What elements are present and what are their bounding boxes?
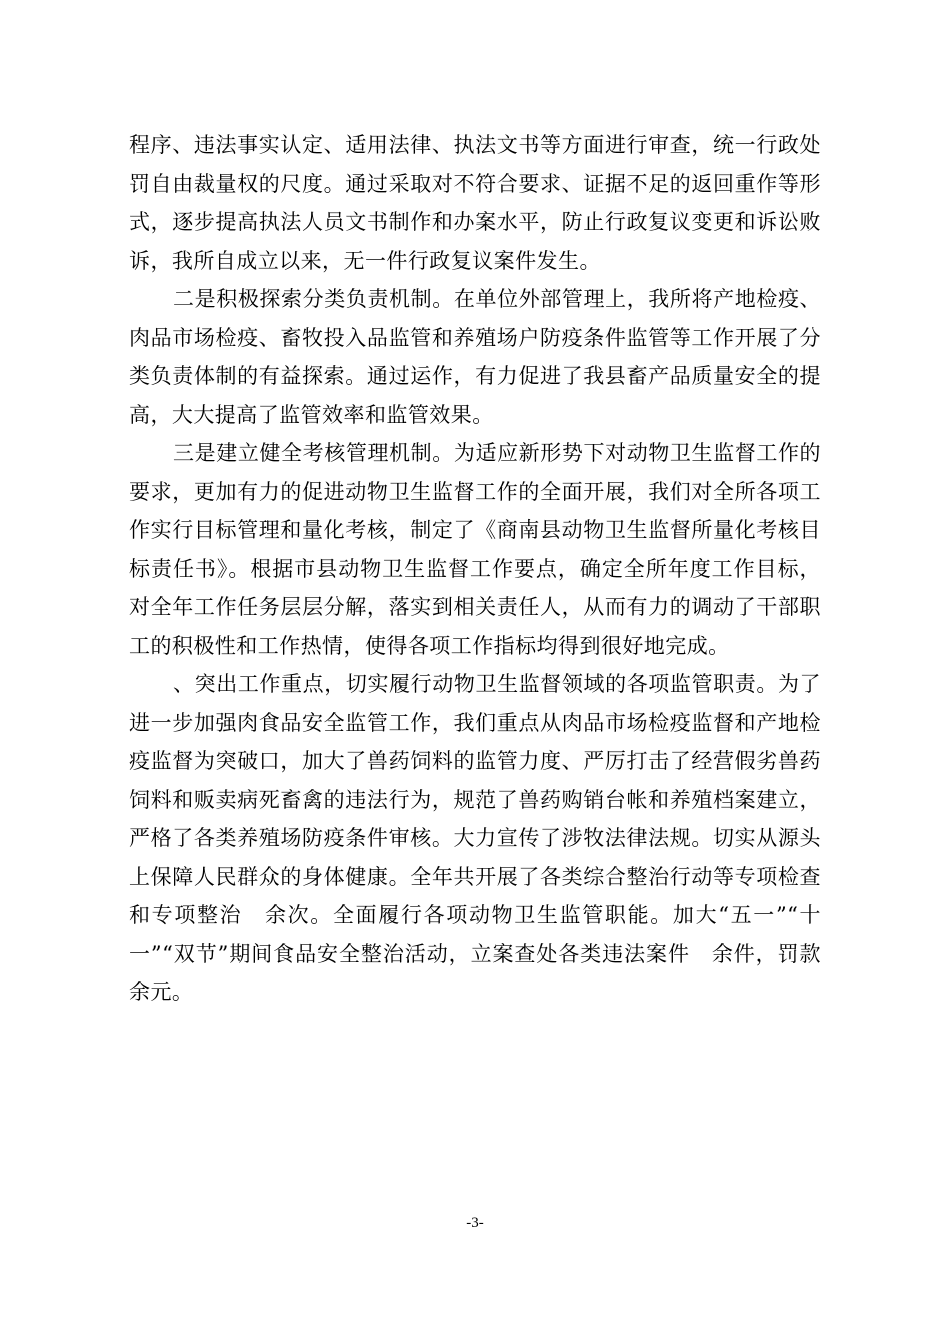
paragraph-assessment-mechanism: 三是建立健全考核管理机制。为适应新形势下对动物卫生监督工作的要求，更加有力的促进动物卫生监督工作的全面开展，我们对全所各项工作实行目标管理和量化考核，制定了《商南县动物卫生监督所量化考核目标责任书》。根据市县动物卫生监督工作要点，确定全所年度工作目标，对全年工作任务层层分解，落实到相关责任人，从而有力的调动了干部职工的积极性和工作热情，使得各项工作指标均得到很好地完成。 bbox=[129, 441, 821, 658]
paragraph-classified-responsibility: 二是积极探索分类负责机制。在单位外部管理上，我所将产地检疫、肉品市场检疫、畜牧投入品监管和养殖场户防疫条件监管等工作开展了分类负责体制的有益探索。通过运作，有力促进了我县畜产品质量安全的提高，大大提高了监管效率和监管效果。 bbox=[129, 287, 821, 427]
page-number: -3- bbox=[466, 1215, 484, 1231]
paragraph-review-continuation: 程序、违法事实认定、适用法律、执法文书等方面进行审查，统一行政处罚自由裁量权的尺度。通过采取对不符合要求、证据不足的返回重作等形式，逐步提高执法人员文书制作和办案水平，防止行政复议变更和诉讼败诉，我所自成立以来，无一件行政复议案件发生。 bbox=[129, 133, 821, 273]
body-text bbox=[129, 126, 864, 1012]
paragraph-key-work-supervision: 、突出工作重点，切实履行动物卫生监督领域的各项监管职责。为了进一步加强肉食品安全监管工作，我们重点从肉品市场检疫监督和产地检疫监督为突破口，加大了兽药饲料的监管力度、严厉打击了经营假劣兽药饲料和贩卖病死畜禽的违法行为，规范了兽药购销台帐和养殖档案建立，严格了各类养殖场防疫条件审核。大力宣传了涉牧法律法规。切实从源头上保障人民群众的身体健康。全年共开展了各类综合整治行动等专项检查和专项整治 余次。全面履行各项动物卫生监管职能。加大“五一”“十一”“双节”期间食品安全整治活动，立案查处各类违法案件 余件，罚款 余元。 bbox=[129, 672, 864, 1004]
